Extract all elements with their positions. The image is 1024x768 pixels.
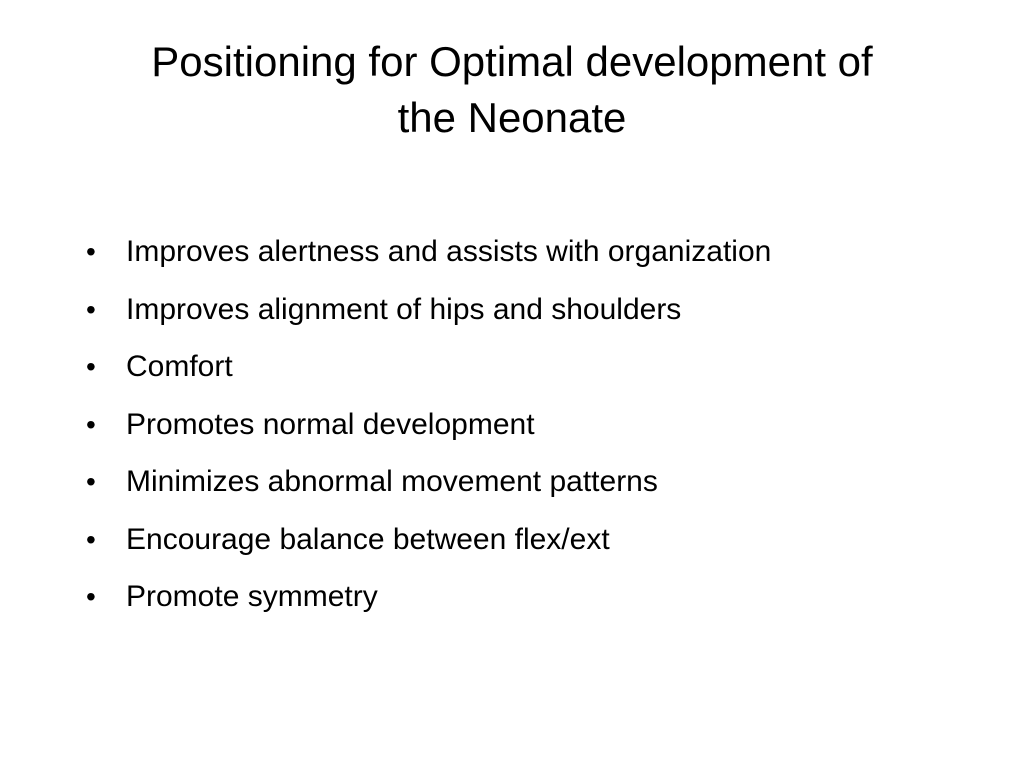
bullet-item [86, 460, 966, 518]
slide-title-line-1: Positioning for Optimal development of [151, 38, 873, 85]
bullet-text: Improves alertness and assists with organization [126, 235, 772, 268]
bullet-item [86, 288, 966, 346]
bullet-text: Improves alignment of hips and shoulders [126, 292, 682, 326]
bullet-icon: • [86, 408, 96, 440]
slide-title [60, 34, 964, 146]
bullet-icon: • [86, 581, 96, 612]
bullet-text: Encourage balance between flex/ext [126, 522, 610, 556]
bullet-icon: • [86, 293, 96, 325]
bullet-item [86, 230, 966, 288]
bullet-icon: • [86, 236, 96, 267]
bullet-icon: • [86, 466, 96, 497]
bullet-list [86, 230, 966, 633]
bullet-text: Comfort [126, 350, 233, 383]
bullet-item [86, 345, 966, 403]
bullet-text: Promotes normal development [126, 407, 535, 441]
bullet-icon: • [86, 523, 96, 555]
bullet-item [86, 575, 966, 633]
bullet-text: Promote symmetry [126, 580, 378, 613]
bullet-icon: • [86, 351, 96, 382]
bullet-item [86, 403, 966, 461]
bullet-text: Minimizes abnormal movement patterns [126, 465, 658, 498]
slide-title-line-2: the Neonate [397, 94, 627, 141]
bullet-item [86, 518, 966, 576]
